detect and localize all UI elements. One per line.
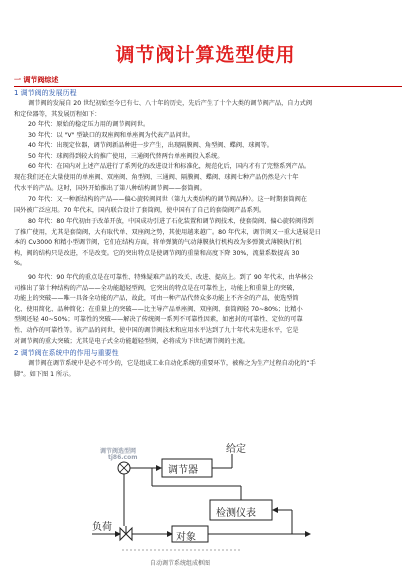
role-paragraph xyxy=(14,359,400,380)
history-list xyxy=(14,120,400,194)
subsection-heading-history: 1 调节阀的发展历程 xyxy=(14,89,77,97)
text-line: 本的 Cv3000 和精小型调节阀，它们在结构方面，将单弹簧的气动薄膜执行机构改为多弹簧式薄膜执行机 xyxy=(14,239,302,247)
subsection-heading-role: 2 调节阀在系统中的作用与重要性 xyxy=(14,349,119,357)
text-line: 功能上的突破——唯一具备全功能的产品，故此，可由一种产品代替众多功能上不齐全的产品，使选型简 xyxy=(14,295,299,303)
text-line: 40 年代：出现定位器，调节阀新品种进一步产生，出现隔膜阀、角型阀、蝶阀、球阀等。 xyxy=(28,142,273,150)
text-line: 调节阀在调节系统中是必不可少的，它是组成工业自动化系统的重要环节，被称之为生产过程自动化的“手 xyxy=(28,360,316,367)
history-intro xyxy=(14,99,400,120)
text-line: 50 年代：球阀得到较大的推广使用，三通阀代替两台单座阀投入系统。 xyxy=(28,152,224,160)
text-line: 型阀还轻 40~50%；可靠性的突破——解决了传统阀一系列不可靠性因素，如密封的可靠性、定位的可靠 xyxy=(14,316,303,324)
text-line: 化、使用简化、品种简化；在重量上的突破——比主导产品单座阀、双座阀、套筒阀轻 70~80%；比精小 xyxy=(14,305,303,313)
controller-label: 调节器 xyxy=(168,465,198,476)
section-heading: 一 调节阀综述 xyxy=(14,75,402,87)
text-line: %。 xyxy=(14,260,27,268)
text-line: 脚”。如下图 1 所示。 xyxy=(14,370,75,378)
control-system-diagram xyxy=(92,446,316,558)
diagram-caption: 自动调节系统组成框图 xyxy=(150,560,211,567)
text-line: 现在我们还在大量使用的单座阀、双座阀、角型阀、三通阀、隔膜阀、蝶阀、球阀七种产品仍然是六十年 xyxy=(14,173,299,181)
text-line: 性、动作的可靠性等。该产品的问世，使中国的调节阀技术和应用水平达到了九十年代末先进水平，它是 xyxy=(14,326,299,334)
text-line: 国外被广泛应用。70 年代末，国内联合设计了套筒阀，使中国有了自己的套筒阀产品系列。 xyxy=(14,206,266,214)
page-title: 调节阀计算选型使用 xyxy=(115,44,296,66)
text-line: 了推广使用，尤其是套筒阀，大有取代单、双座阀之势，其使用越来越广。80 年代末，调节阀又一重大进展是日 xyxy=(14,228,321,236)
object-label: 对象 xyxy=(176,532,196,543)
text-line: 80 年代：80 年代初由于改革开放，中国成功引进了石化装置和调节阀技术，使套筒阀、偏心旋转阀得到 xyxy=(28,218,314,225)
text-line: 代水平的产品。这时，国外开始推出了第八种结构调节阀——套筒阀。 xyxy=(14,184,206,192)
text-line: 对调节阀的重大突破；尤其是电子式全功能超轻型阀，必将成为下世纪调节阀的主流。 xyxy=(14,337,250,345)
text-line: 60 年代：在国内对上述产品进行了系列化的改进设计和标准化，规范化后，国内才有了完整系列产品。 xyxy=(28,163,311,171)
eighties-paragraph xyxy=(14,217,400,270)
text-line: 30 年代：以 "V" 型缺口的双座阀和单座阀为代表产品问世。 xyxy=(28,131,195,139)
watermark-url: tj86.com xyxy=(108,454,138,461)
nineties-paragraph xyxy=(14,273,400,347)
watermark-cn: 调节阀选型网 xyxy=(100,448,137,455)
text-line: 调节阀的发展自 20 世纪初始至今已有七、八十年的历史，先后产生了十个大类的调节阀产品，自力式阀 xyxy=(28,100,313,107)
text-line: 构，阀的结构只是改进，不是改变。它的突出特点是使调节阀的重量和高度下降 30%，流量系数提高 30 xyxy=(14,249,300,257)
load-label: 负荷 xyxy=(92,522,112,533)
seventies-paragraph xyxy=(14,195,400,216)
text-line: 和定位器等，其发展历程如下： xyxy=(14,110,101,118)
instrument-label: 检测仪表 xyxy=(216,508,256,519)
text-line: 司推出了第十种结构的产品——全功能超轻型阀，它突出的特点是在可靠性上，功能上和重量上的突破， xyxy=(14,284,299,292)
text-line: 70 年代：又一种新结构的产品——偏心旋转阀问世（第九大类结构的调节阀品种）。这一时期套筒阀在 xyxy=(28,196,307,203)
setpoint-label: 给定 xyxy=(226,444,246,455)
text-line: 20 年代：原始的稳定压力用的调节阀问世。 xyxy=(28,121,150,128)
diagram-lines xyxy=(92,446,316,558)
text-line: 90 年代：90 年代的重点是在可靠性、特殊疑难产品的攻关、改进、提高上。到了 90 年代末，由华林公 xyxy=(28,274,314,281)
